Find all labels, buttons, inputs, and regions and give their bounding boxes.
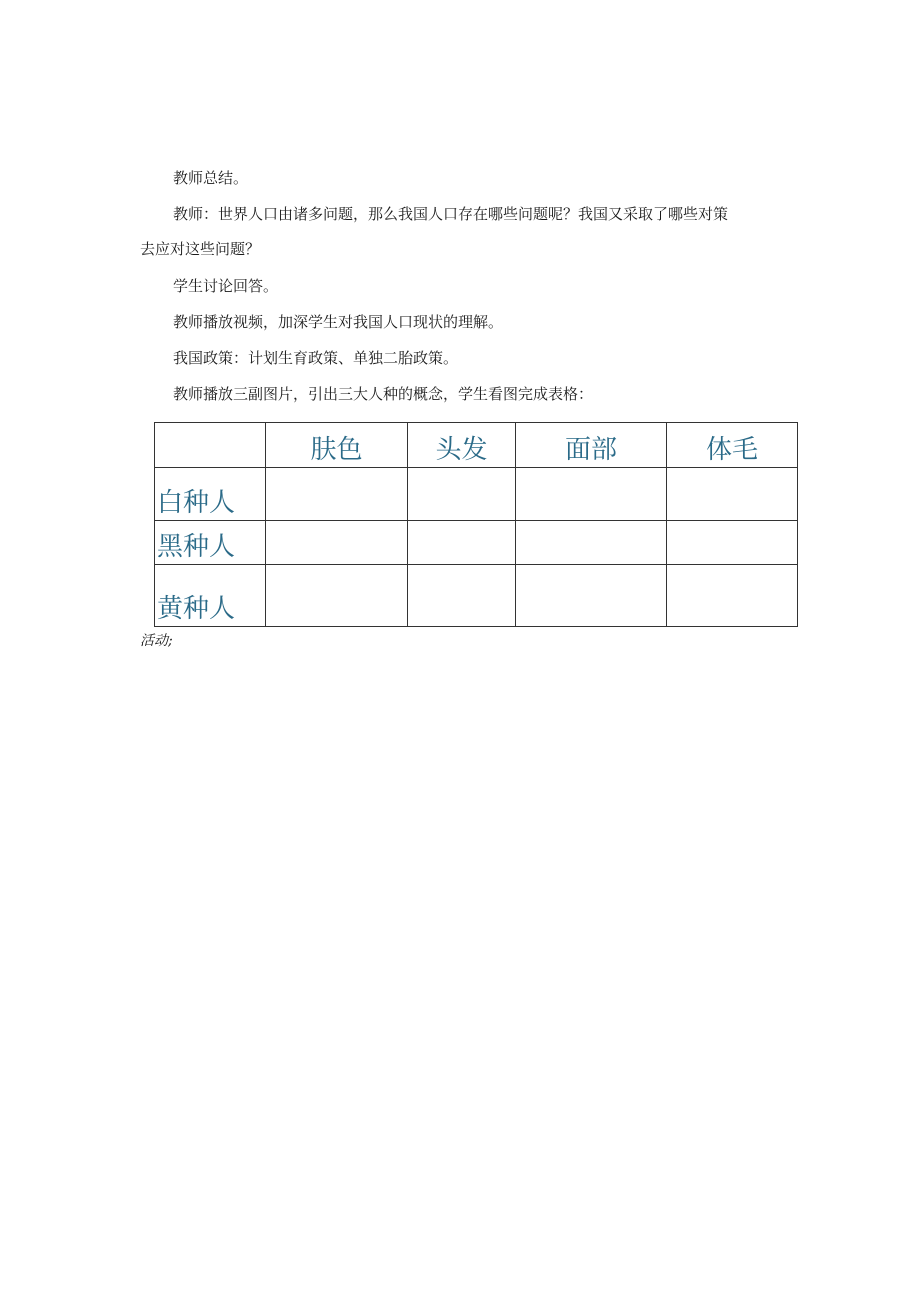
paragraph-pictures: 教师播放三副图片，引出三大人种的概念，学生看图完成表格： (173, 385, 594, 403)
table-cell (667, 521, 798, 565)
table-cell (667, 468, 798, 521)
header-cell-skin-color: 肤色 (266, 423, 408, 468)
table-row (155, 521, 798, 565)
row-label-white: 白种人 (155, 468, 266, 521)
table-cell (408, 565, 516, 627)
paragraph-policy: 我国政策：计划生育政策、单独二胎政策。 (173, 349, 459, 367)
table-cell (266, 468, 408, 521)
paragraph-student-discussion: 学生讨论回答。 (173, 277, 279, 295)
header-cell-empty (155, 423, 266, 468)
table-cell (516, 565, 667, 627)
table-cell (516, 468, 667, 521)
paragraph-video: 教师播放视频，加深学生对我国人口现状的理解。 (173, 313, 504, 331)
table-row (155, 468, 798, 521)
table-header-row (155, 423, 798, 468)
paragraph-teacher-question-line2: 去应对这些问题？ (140, 240, 261, 258)
row-label-black: 黑种人 (155, 521, 266, 565)
row-label-yellow: 黄种人 (155, 565, 266, 627)
header-cell-face: 面部 (516, 423, 667, 468)
table-cell (667, 565, 798, 627)
header-cell-body-hair: 体毛 (667, 423, 798, 468)
table-cell (266, 521, 408, 565)
activity-note: 活动; (140, 633, 173, 649)
table-cell (408, 521, 516, 565)
table-cell (266, 565, 408, 627)
race-comparison-table (154, 422, 798, 627)
table-cell (516, 521, 667, 565)
paragraph-teacher-question-line1: 教师：世界人口由诸多问题，那么我国人口存在哪些问题呢？我国又采取了哪些对策 (173, 205, 729, 223)
table-cell (408, 468, 516, 521)
table-row (155, 565, 798, 627)
paragraph-teacher-summary: 教师总结。 (173, 169, 249, 187)
header-cell-hair: 头发 (408, 423, 516, 468)
